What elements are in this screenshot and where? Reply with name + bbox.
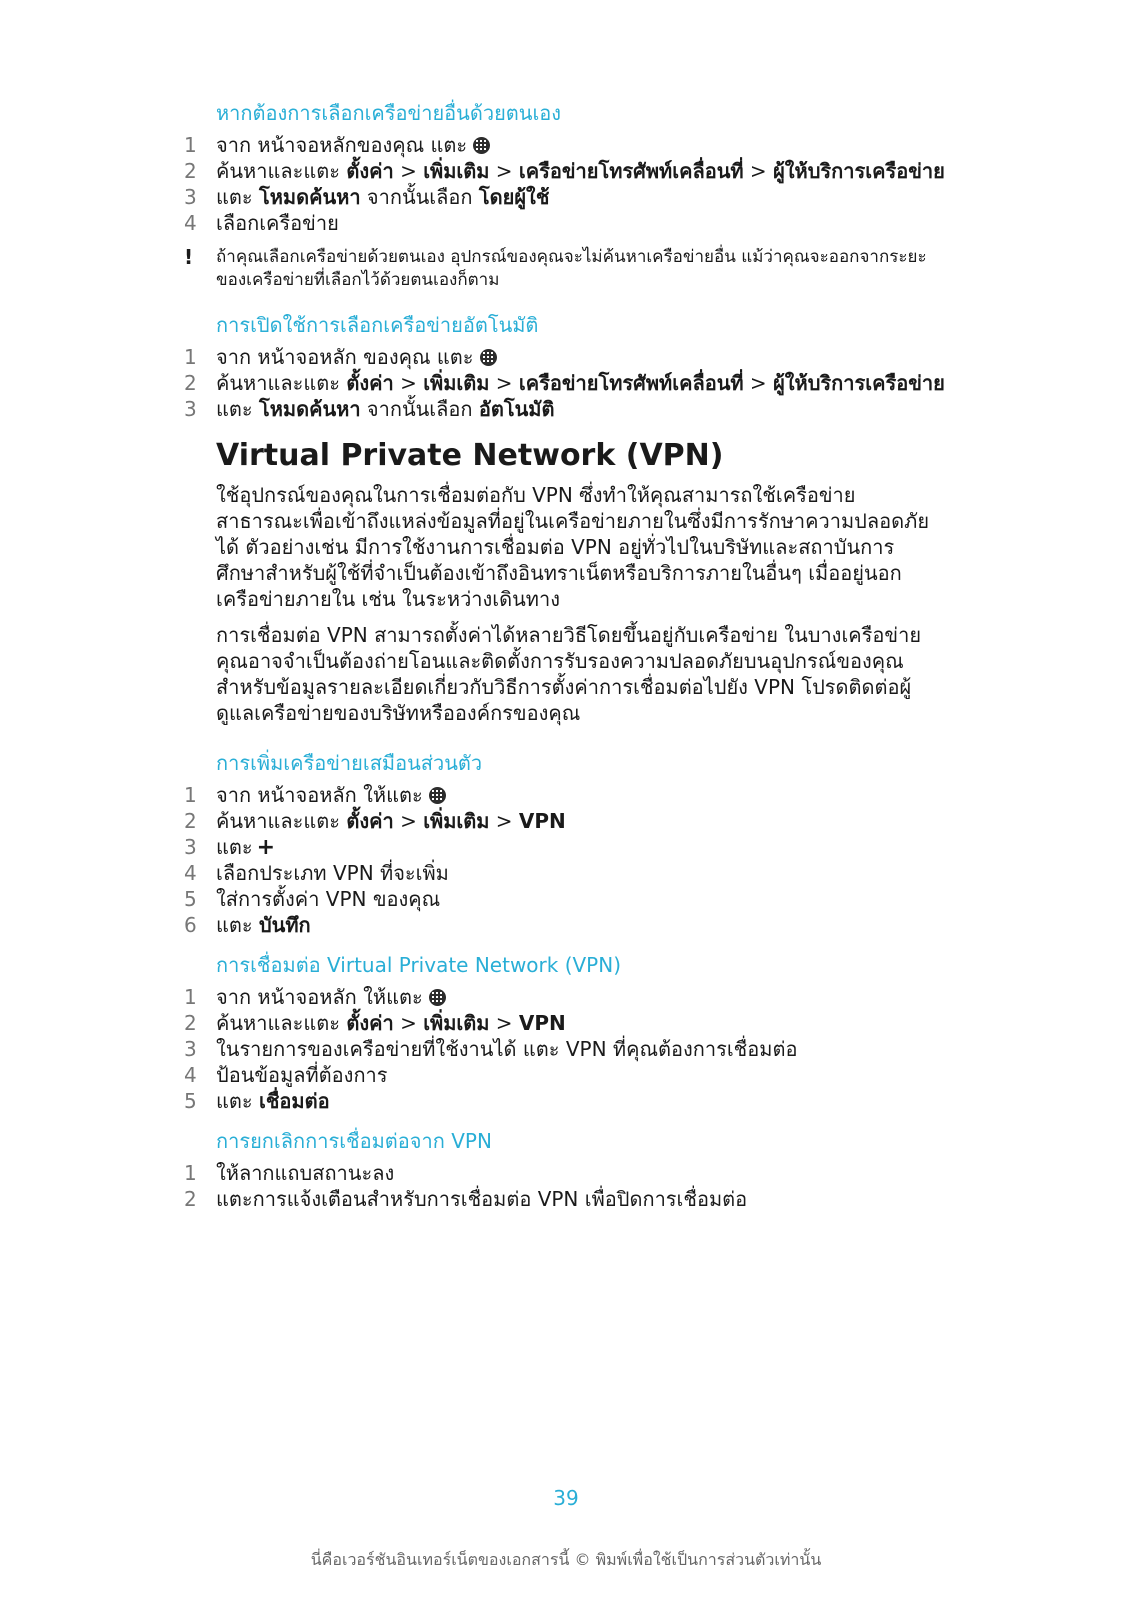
settings-label: ตั้งค่า bbox=[346, 371, 394, 395]
list-item bbox=[0, 808, 1132, 834]
list-item bbox=[0, 1010, 1132, 1036]
separator: > bbox=[393, 1011, 424, 1035]
network-operators-label: ผู้ให้บริการเครือข่าย bbox=[773, 159, 945, 183]
connect-vpn-steps bbox=[0, 984, 1132, 1114]
step-text: จาก หน้าจอหลัก ให้แตะ bbox=[216, 985, 423, 1009]
list-item bbox=[0, 132, 1132, 158]
step-text: แตะการแจ้งเตือนสำหรับการเชื่อมต่อ VPN เพื่อปิดการเชื่อมต่อ bbox=[216, 1187, 748, 1211]
step-text: แตะ bbox=[216, 835, 253, 859]
step-number: 1 bbox=[184, 783, 197, 807]
step-text: ค้นหาและแตะ bbox=[216, 159, 340, 183]
separator: > bbox=[393, 159, 424, 183]
disconnect-vpn-heading: การยกเลิกการเชื่อมต่อจาก VPN bbox=[216, 1129, 492, 1153]
step-number: 5 bbox=[184, 887, 197, 911]
list-item bbox=[0, 344, 1132, 370]
step-text: ในรายการของเครือข่ายที่ใช้งานได้ แตะ VPN ที่คุณต้องการเชื่อมต่อ bbox=[216, 1037, 798, 1061]
warning-note bbox=[0, 246, 1132, 292]
search-mode-label: โหมดค้นหา bbox=[258, 397, 361, 421]
step-text: จากนั้นเลือก bbox=[366, 397, 473, 421]
step-text: เลือกประเภท VPN ที่จะเพิ่ม bbox=[216, 861, 449, 885]
settings-label: ตั้งค่า bbox=[346, 159, 394, 183]
list-item bbox=[0, 834, 1132, 860]
step-number: 4 bbox=[184, 861, 197, 885]
add-vpn-steps bbox=[0, 782, 1132, 938]
step-text: จากนั้นเลือก bbox=[366, 185, 473, 209]
step-number: 1 bbox=[184, 985, 197, 1009]
apps-icon bbox=[480, 349, 497, 366]
separator: > bbox=[489, 159, 519, 183]
manual-network-steps bbox=[0, 132, 1132, 236]
separator: > bbox=[489, 809, 519, 833]
step-text: จาก หน้าจอหลักของคุณ แตะ bbox=[216, 133, 468, 157]
step-number: 3 bbox=[184, 185, 197, 209]
list-item bbox=[0, 782, 1132, 808]
step-number: 5 bbox=[184, 1089, 197, 1113]
step-number: 6 bbox=[184, 913, 197, 937]
apps-icon bbox=[473, 137, 490, 154]
save-label: บันทึก bbox=[258, 913, 311, 937]
auto-network-steps bbox=[0, 344, 1132, 422]
plus-icon: + bbox=[256, 835, 276, 860]
step-text: เลือกเครือข่าย bbox=[216, 211, 339, 235]
note-text: ถ้าคุณเลือกเครือข่ายด้วยตนเอง อุปกรณ์ของคุณจะไม่ค้นหาเครือข่ายอื่น แม้ว่าคุณจะออกจากระยะของเครือข่ายที่เลือกไว้ด้วยตนเองก็ตาม bbox=[216, 247, 927, 290]
step-text: แตะ bbox=[216, 185, 253, 209]
settings-label: ตั้งค่า bbox=[346, 809, 394, 833]
list-item bbox=[0, 1036, 1132, 1062]
vpn-paragraph-2: การเชื่อมต่อ VPN สามารถตั้งค่าได้หลายวิธีโดยขึ้นอยู่กับเครือข่าย ในบางเครือข่าย คุณอาจจำเป็นต้องถ่ายโอนและติดตั้งการรับรองความปลอดภัยบนอุปกรณ์ของคุณ สำหรับข้อมูลรายละเอียดเกี่ยวกับวิธีการตั้งค่าการเชื่อมต่อไปยัง VPN โปรดติดต่อผู้ดูแลเครือข่ายของบริษัทหรือองค์กรของคุณ bbox=[216, 623, 922, 725]
network-operators-label: ผู้ให้บริการเครือข่าย bbox=[773, 371, 945, 395]
automatic-label: อัตโนมัติ bbox=[478, 397, 555, 421]
footer-note: นี่คือเวอร์ชันอินเทอร์เน็ตของเอกสารนี้ © พิมพ์เพื่อใช้เป็นการส่วนตัวเท่านั้น bbox=[310, 1550, 822, 1569]
settings-label: ตั้งค่า bbox=[346, 1011, 394, 1035]
list-item bbox=[0, 396, 1132, 422]
list-item bbox=[0, 158, 1132, 184]
step-number: 1 bbox=[184, 1161, 197, 1185]
list-item bbox=[0, 886, 1132, 912]
step-number: 2 bbox=[184, 809, 197, 833]
step-number: 4 bbox=[184, 1063, 197, 1087]
list-item bbox=[0, 1062, 1132, 1088]
page-content bbox=[0, 100, 1132, 1212]
manual-label: โดยผู้ใช้ bbox=[478, 185, 550, 209]
step-number: 1 bbox=[184, 133, 197, 157]
step-number: 3 bbox=[184, 835, 197, 859]
step-number: 3 bbox=[184, 397, 197, 421]
list-item bbox=[0, 984, 1132, 1010]
list-item bbox=[0, 210, 1132, 236]
list-item bbox=[0, 1088, 1132, 1114]
step-number: 2 bbox=[184, 1187, 197, 1211]
step-text: ให้ลากแถบสถานะลง bbox=[216, 1161, 395, 1185]
disconnect-vpn-steps bbox=[0, 1160, 1132, 1212]
more-label: เพิ่มเติม bbox=[423, 1011, 490, 1035]
manual-network-heading: หากต้องการเลือกเครือข่ายอื่นด้วยตนเอง bbox=[216, 101, 562, 125]
list-item bbox=[0, 1160, 1132, 1186]
connect-label: เชื่อมต่อ bbox=[258, 1089, 330, 1113]
step-text: จาก หน้าจอหลัก ของคุณ แตะ bbox=[216, 345, 474, 369]
step-number: 2 bbox=[184, 1011, 197, 1035]
step-text: ป้อนข้อมูลที่ต้องการ bbox=[216, 1063, 388, 1087]
mobile-networks-label: เครือข่ายโทรศัพท์เคลื่อนที่ bbox=[518, 159, 744, 183]
list-item bbox=[0, 370, 1132, 396]
list-item bbox=[0, 912, 1132, 938]
separator: > bbox=[393, 371, 424, 395]
auto-network-heading: การเปิดใช้การเลือกเครือข่ายอัตโนมัติ bbox=[216, 313, 539, 337]
step-text: ใส่การตั้งค่า VPN ของคุณ bbox=[216, 887, 441, 911]
step-number: 1 bbox=[184, 345, 197, 369]
step-number: 2 bbox=[184, 159, 197, 183]
more-label: เพิ่มเติม bbox=[423, 809, 490, 833]
more-label: เพิ่มเติม bbox=[423, 159, 490, 183]
list-item bbox=[0, 860, 1132, 886]
apps-icon bbox=[429, 989, 446, 1006]
step-text: ค้นหาและแตะ bbox=[216, 1011, 340, 1035]
step-text: ค้นหาและแตะ bbox=[216, 371, 340, 395]
separator: > bbox=[489, 371, 519, 395]
vpn-label: VPN bbox=[518, 1011, 566, 1035]
separator: > bbox=[393, 809, 424, 833]
list-item bbox=[0, 1186, 1132, 1212]
vpn-paragraph-1: ใช้อุปกรณ์ของคุณในการเชื่อมต่อกับ VPN ซึ่งทำให้คุณสามารถใช้เครือข่ายสาธารณะเพื่อเข้าถึงแหล่งข้อมูลที่อยู่ในเครือข่ายภายในซึ่งมีการรักษาความปลอดภัยได้ ตัวอย่างเช่น มีการใช้งานการเชื่อมต่อ VPN อยู่ทั่วไปในบริษัทและสถาบันการศึกษาสำหรับผู้ใช้ที่จำเป็นต้องเข้าถึงอินทราเน็ตหรือบริการภายในอื่นๆ เมื่ออยู่นอกเครือข่ายภายใน เช่น ในระหว่างเดินทาง bbox=[216, 483, 930, 611]
add-vpn-heading: การเพิ่มเครือข่ายเสมือนส่วนตัว bbox=[216, 751, 483, 775]
step-number: 4 bbox=[184, 211, 197, 235]
apps-icon bbox=[429, 787, 446, 804]
step-number: 3 bbox=[184, 1037, 197, 1061]
step-text: แตะ bbox=[216, 397, 253, 421]
list-item bbox=[0, 184, 1132, 210]
separator: > bbox=[489, 1011, 519, 1035]
connect-vpn-heading: การเชื่อมต่อ Virtual Private Network (VPN) bbox=[216, 953, 622, 977]
exclamation-icon: ! bbox=[184, 245, 194, 269]
mobile-networks-label: เครือข่ายโทรศัพท์เคลื่อนที่ bbox=[518, 371, 744, 395]
page-number: 39 bbox=[553, 1486, 579, 1510]
separator: > bbox=[743, 159, 774, 183]
vpn-label: VPN bbox=[518, 809, 566, 833]
more-label: เพิ่มเติม bbox=[423, 371, 490, 395]
separator: > bbox=[743, 371, 774, 395]
step-number: 2 bbox=[184, 371, 197, 395]
search-mode-label: โหมดค้นหา bbox=[258, 185, 361, 209]
vpn-title: Virtual Private Network (VPN) bbox=[216, 438, 724, 473]
step-text: ค้นหาและแตะ bbox=[216, 809, 340, 833]
step-text: แตะ bbox=[216, 1089, 253, 1113]
step-text: แตะ bbox=[216, 913, 253, 937]
step-text: จาก หน้าจอหลัก ให้แตะ bbox=[216, 783, 423, 807]
